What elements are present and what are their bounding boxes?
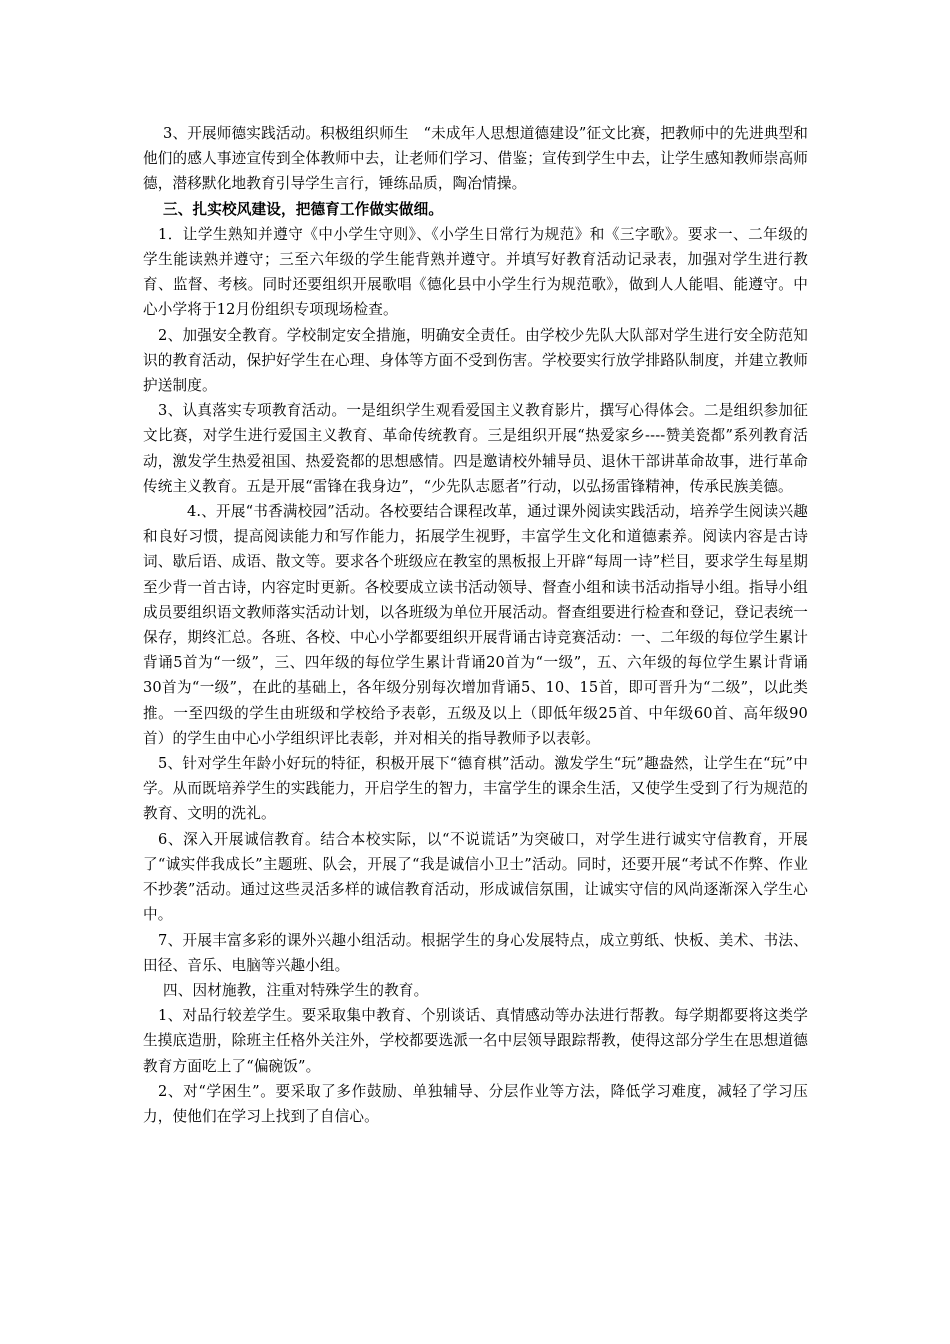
section-heading-4: 四、因材施教，注重对特殊学生的教育。 bbox=[163, 981, 429, 999]
paragraph-chess: 5、针对学生年龄小好玩的特征，积极开展下“德育棋”活动。激发学生“玩”趣盎然，让学生在“玩”中学。从而既培养学生的实践能力，开启学生的智力，丰富学生的课余生活，又使学生受到了行为规范的教育、文明的洗礼。 bbox=[143, 755, 808, 823]
paragraph-struggling-students: 2、对“学困生”。要采取了多作鼓励、单独辅导、分层作业等方法，降低学习难度，减轻了学习压力，使他们在学习上找到了自信心。 bbox=[143, 1082, 808, 1125]
paragraph-teacher-ethics: 3、开展师德实践活动。积极组织师生 “未成年人思想道德建设”征文比赛，把教师中的先进典型和他们的感人事迹宣传到全体教师中去，让老师们学习、借鉴；宣传到学生中去，让学生感知教师崇高师德，潜移默化地教育引导学生言行，锤练品质，陶冶情操。 bbox=[143, 125, 808, 193]
section-heading-3: 三、扎实校风建设，把德育工作做实做细。 bbox=[163, 200, 444, 218]
document-page bbox=[143, 121, 808, 1129]
paragraph-interest-groups: 7、开展丰富多彩的课外兴趣小组活动。根据学生的身心发展特点，成立剪纸、快板、美术、书法、田径、音乐、电脑等兴趣小组。 bbox=[143, 931, 808, 974]
paragraph-safety: 2、加强安全教育。学校制定安全措施，明确安全责任。由学校少先队大队部对学生进行安全防范知识的教育活动，保护好学生在心理、身体等方面不受到伤害。学校要实行放学排路队制度，并建立教师护送制度。 bbox=[143, 326, 808, 395]
paragraph-honesty: 6、深入开展诚信教育。结合本校实际，以“不说谎话”为突破口，对学生进行诚实守信教育，开展了“诚实伴我成长”主题班、队会，开展了“我是诚信小卫士”活动。同时，还要开展“考试不作弊、作业不抄袭”活动。通过这些灵活多样的诚信教育活动，形成诚信氛围，让诚实守信的风尚逐渐深入学生心中。 bbox=[143, 830, 808, 924]
paragraph-rules: 1．让学生熟知并遵守《中小学生守则》、《小学生日常行为规范》和《三字歌》。要求一、二年级的学生能读熟并遵守；三至六年级的学生能背熟并遵守。并填写好教育活动记录表，加强对学生进行教育、监督、考核。同时还要组织开展歌唱《德化县中小学生行为规范歌》，做到人人能唱、能遵守。中心小学将于12月份组织专项现场检查。 bbox=[143, 225, 808, 319]
paragraph-special-education: 3、认真落实专项教育活动。一是组织学生观看爱国主义教育影片，撰写心得体会。二是组织参加征文比赛，对学生进行爱国主义教育、革命传统教育。三是组织开展“热爱家乡----赞美瓷都”系列教育活动，激发学生热爱祖国、热爱瓷都的思想感情。四是邀请校外辅导员、退休干部讲革命故事，进行革命传统主义教育。五是开展“雷锋在我身边”，“少先队志愿者”行动，以弘扬雷锋精神，传承民族美德。 bbox=[143, 402, 808, 495]
paragraph-reading: 4.、开展“书香满校园”活动。各校要结合课程改革，通过课外阅读实践活动，培养学生阅读兴趣和良好习惯，提高阅读能力和写作能力，拓展学生视野，丰富学生文化和道德素养。阅读内容是古诗词、歇后语、成语、散文等。要求各个班级应在教室的黑板报上开辟“每周一诗”栏目，要求学生每星期至少背一首古诗，内容定时更新。各校要成立读书活动领导、督查小组和读书活动指导小组。指导小组成员要组织语文教师落实活动计划，以各班级为单位开展活动。督查组要进行检查和登记，登记表统一保存，期终汇总。各班、各校、中心小学都要组织开展背诵古诗竞赛活动：一、二年级的每位学生累计背诵5首为“一级”，三、四年级的每位学生累计背诵20首为“一级”，五、六年级的每位学生累计背诵30首为“一级”，在此的基础上，各年级分别每次增加背诵5、10、15首，即可晋升为“二级”，以此类推。一至四级的学生由班级和学校给予表彰，五级及以上（即低年级25首、中年级60首、高年级90首）的学生由中心小学组织评比表彰，并对相关的指导教师予以表彰。 bbox=[143, 503, 808, 747]
paragraph-poor-conduct: 1、对品行较差学生。要采取集中教育、个别谈话、真情感动等办法进行帮教。每学期都要将这类学生摸底造册，除班主任格外关注外，学校都要选派一名中层领导跟踪帮教，使得这部分学生在思想道德教育方面吃上了“偏碗饭”。 bbox=[143, 1007, 808, 1075]
